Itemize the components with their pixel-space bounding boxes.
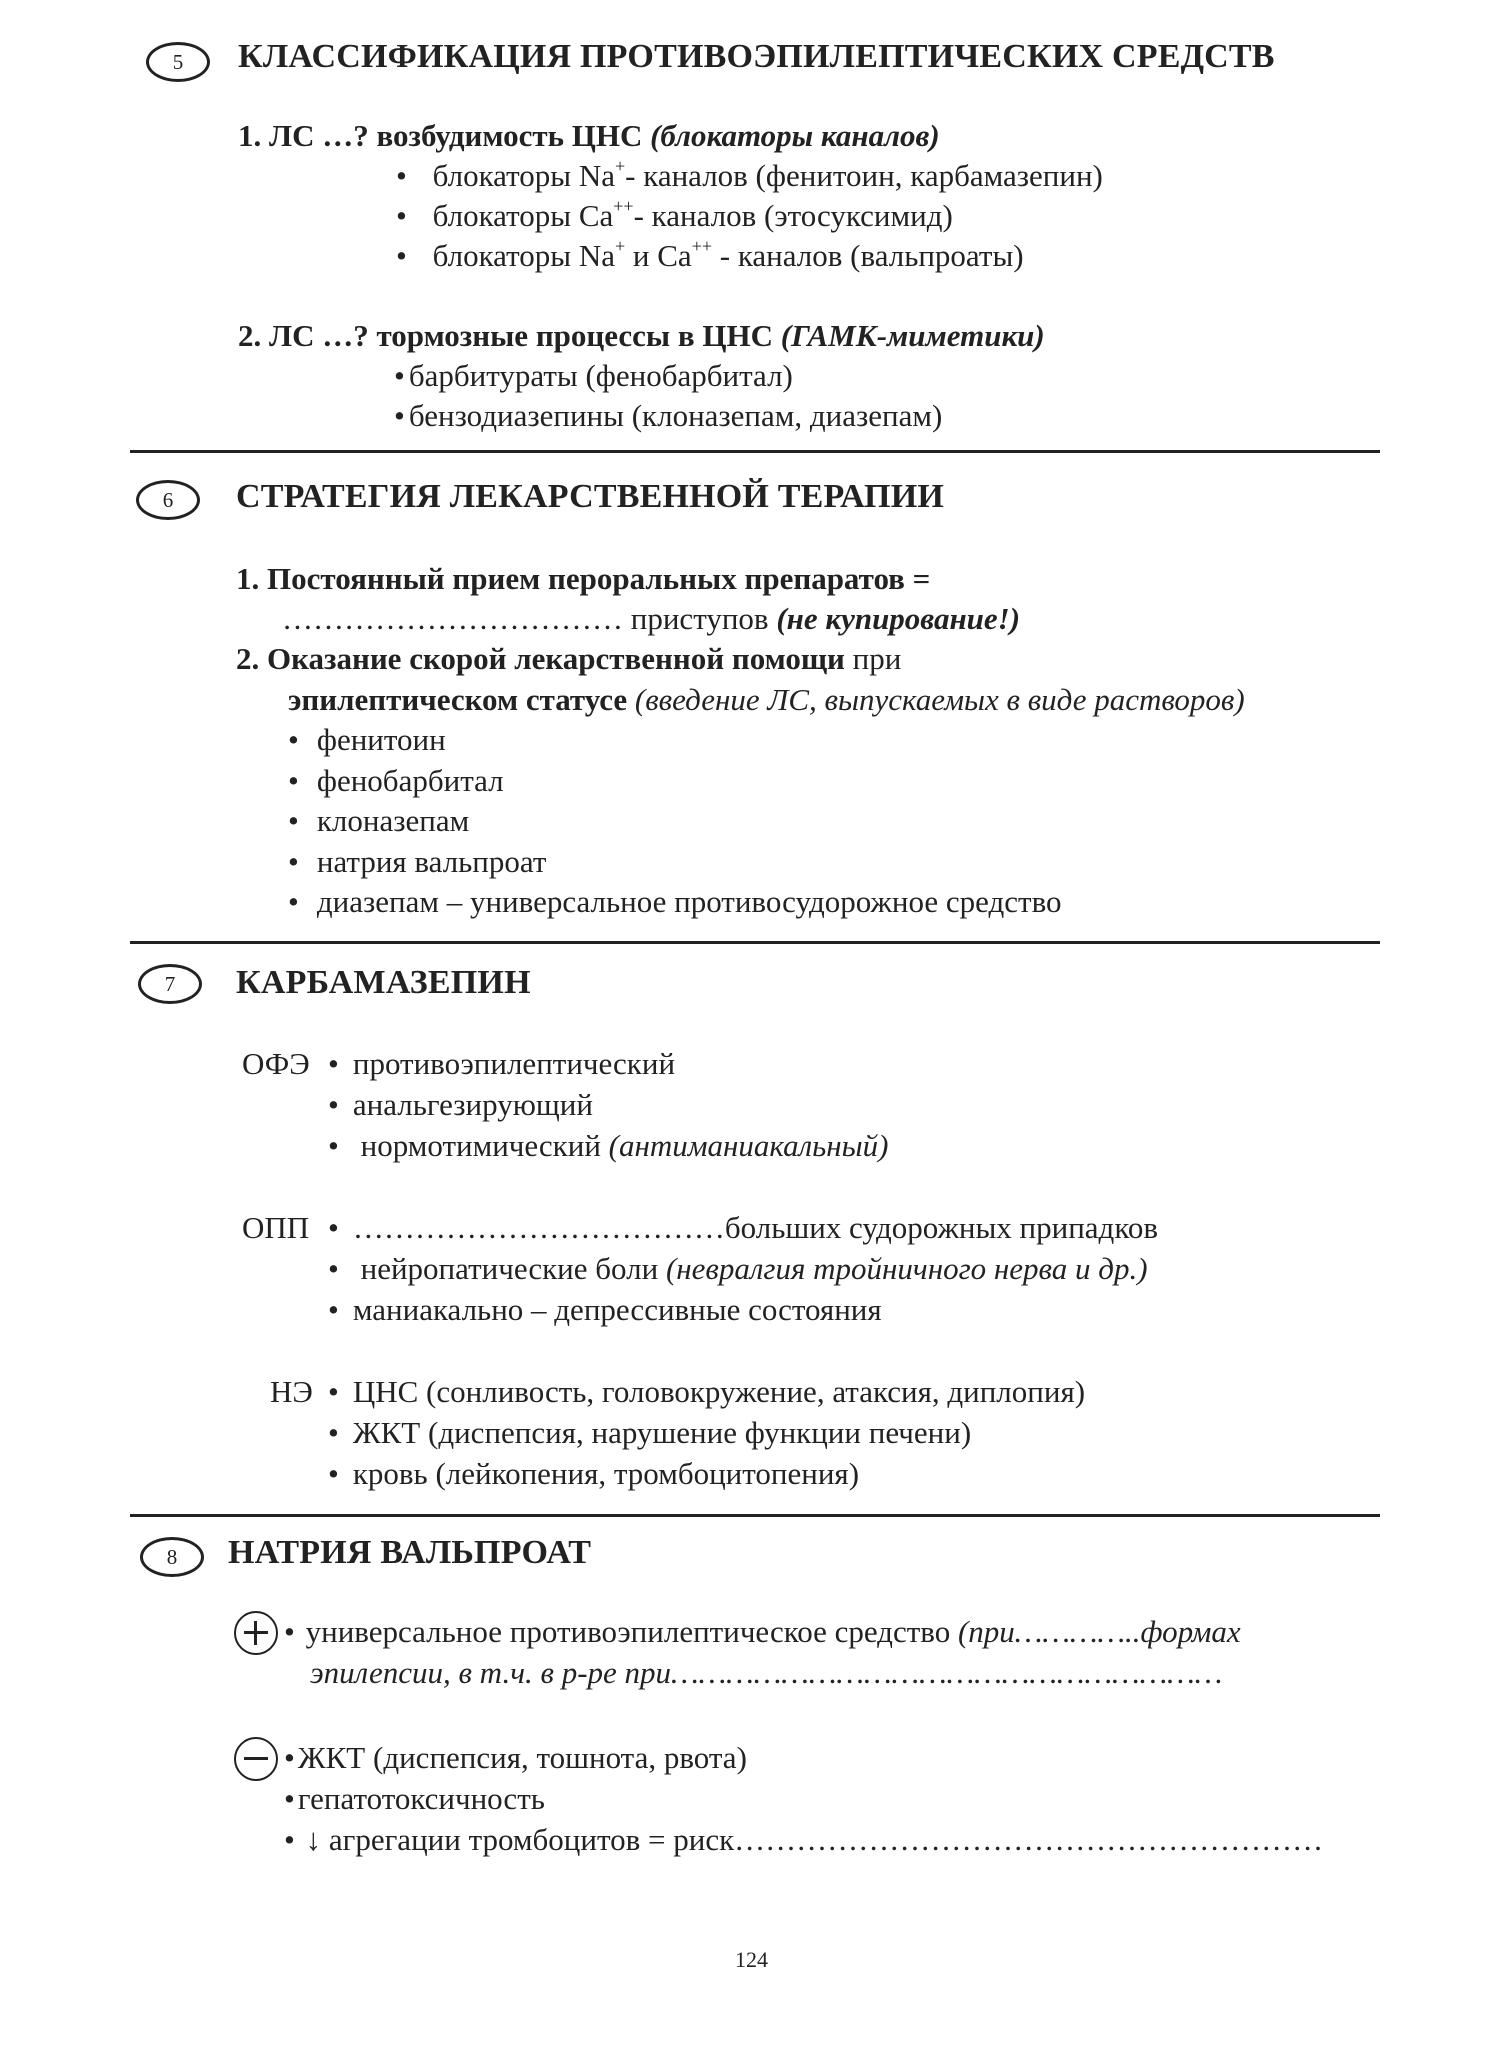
s6-item-1: • фенитоин	[288, 722, 446, 758]
plus-item-1: • универсальное противоэпилептическое средство (при…………..формах	[284, 1614, 1241, 1650]
section-5-number: 5	[146, 42, 210, 82]
minus-item-2: • гепатотоксичность	[284, 1781, 545, 1817]
down-arrow-icon: ↓	[305, 1822, 322, 1857]
s5-g2-item-1: • барбитураты (фенобарбитал)	[394, 358, 793, 394]
section-7-title: КАРБАМАЗЕПИН	[236, 964, 531, 1001]
ne-label: НЭ	[270, 1374, 313, 1409]
page-number: 124	[735, 1947, 768, 1972]
divider-3	[130, 1514, 1380, 1517]
s5-group2-heading	[238, 318, 1045, 354]
s6-item-4: • натрия вальпроат	[288, 844, 546, 880]
opp-item-1: • ………………………………больших судорожных припадков	[328, 1210, 1158, 1246]
plus-item-1-cont: эпилепсии, в т.ч. в р-ре при……………………………………………………	[310, 1655, 1223, 1690]
ne-item-2: • ЖКТ (диспепсия, нарушение функции печени)	[328, 1415, 971, 1451]
s5-group1-note: (блокаторы каналов)	[650, 118, 940, 153]
ne-item-3: • кровь (лейкопения, тромбоцитопения)	[328, 1456, 859, 1492]
ne-item-1: • ЦНС (сонливость, головокружение, атаксия, диплопия)	[328, 1374, 1085, 1410]
section-6-title: СТРАТЕГИЯ ЛЕКАРСТВЕННОЙ ТЕРАПИИ	[236, 478, 944, 515]
divider-1	[130, 450, 1380, 453]
s6-item-3: • клоназепам	[288, 803, 469, 839]
s6-point-1-line: …………………………… приступов (не купирование!)	[282, 601, 1021, 636]
divider-2	[130, 941, 1380, 944]
s6-item-2: • фенобарбитал	[288, 763, 504, 799]
opp-item-3: • маниакально – депрессивные состояния	[328, 1292, 882, 1328]
minus-item-1: • ЖКТ (диспепсия, тошнота, рвота)	[284, 1740, 747, 1776]
opp-item-2: • нейропатические боли (невралгия тройничного нерва и др.)	[328, 1251, 1148, 1287]
section-8-number: 8	[140, 1537, 204, 1577]
s5-g1-item-2: • блокаторы Ca++- каналов (этосуксимид)	[396, 198, 953, 234]
ofe-item-2: • анальгезирующий	[328, 1087, 593, 1123]
section-6-number: 6	[136, 480, 200, 520]
ofe-label: ОФЭ	[242, 1046, 310, 1081]
s6-point-2-line: эпилептическом статусе (введение ЛС, выпускаемых в виде растворов)	[288, 682, 1245, 717]
s6-point-1: 1. Постоянный прием пероральных препаратов =	[236, 561, 931, 596]
s6-item-5: • диазепам – универсальное противосудорожное средство	[288, 884, 1062, 920]
s5-g1-item-1: • блокаторы Na+- каналов (фенитоин, карбамазепин)	[396, 158, 1103, 194]
s5-g2-item-2: • бензодиазепины (клоназепам, диазепам)	[394, 398, 942, 434]
s6-point-2: 2. Оказание скорой лекарственной помощи при	[236, 641, 902, 676]
s5-group2-text: 2. ЛС …? тормозные процессы в ЦНС	[238, 318, 781, 353]
s5-g1-item-3: • блокаторы Na+ и Ca++ - каналов (вальпроаты)	[396, 238, 1024, 274]
ofe-item-3: • нормотимический (антиманиакальный)	[328, 1128, 888, 1164]
minus-item-3: • ↓ агрегации тромбоцитов = риск…………………………………………………	[284, 1822, 1323, 1858]
plus-icon	[234, 1611, 278, 1655]
section-5-title: КЛАССИФИКАЦИЯ ПРОТИВОЭПИЛЕПТИЧЕСКИХ СРЕДСТВ	[238, 38, 1275, 75]
section-8-title: НАТРИЯ ВАЛЬПРОАТ	[228, 1534, 592, 1571]
s5-group2-note: (ГАМК-миметики)	[780, 318, 1045, 353]
s5-group1-heading	[238, 118, 940, 154]
ofe-item-1: • противоэпилептический	[328, 1046, 675, 1082]
section-7-number: 7	[138, 964, 202, 1004]
minus-icon	[234, 1737, 278, 1781]
s5-group1-text: 1. ЛС …? возбудимость ЦНС	[238, 118, 651, 153]
opp-label: ОПП	[242, 1210, 310, 1245]
